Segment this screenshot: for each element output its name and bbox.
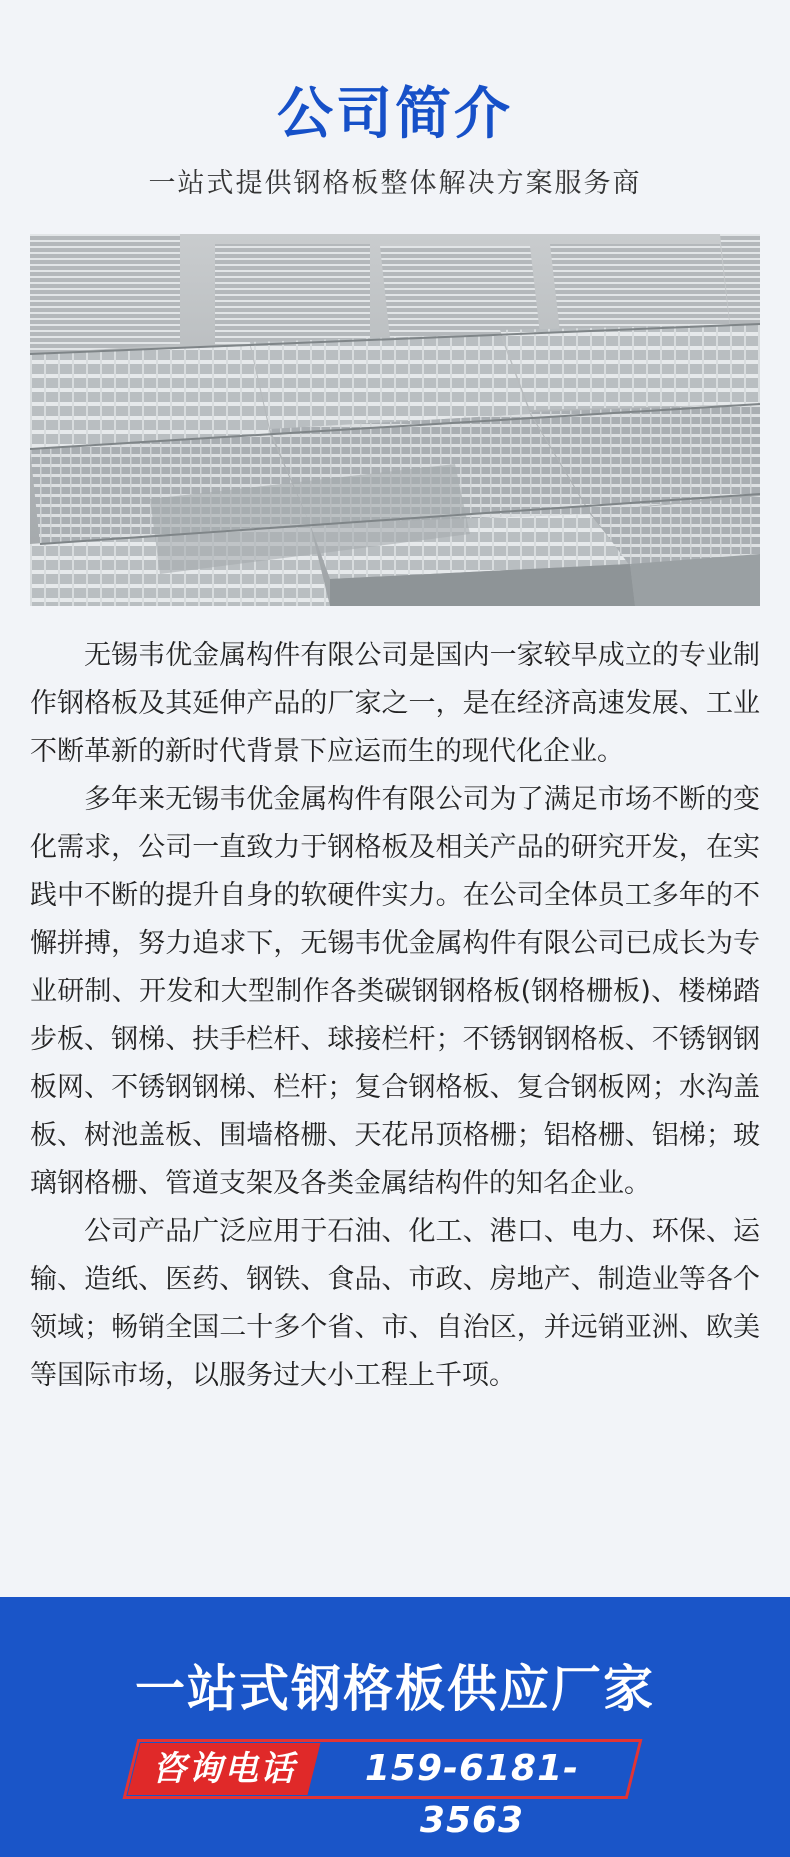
intro-paragraph-2: 多年来无锡韦优金属构件有限公司为了满足市场不断的变化需求，公司一直致力于钢格板及相关产品的研究开发，在实践中不断的提升自身的软硬件实力。在公司全体员工多年的不懈拼搏，努力追求下，无锡韦优金属构件有限公司已成长为专业研制、开发和大型制作各类碳钢钢格板(钢格栅板)、楼梯踏步板、钢梯、扶手栏杆、球接栏杆；不锈钢钢格板、不锈钢钢板网、不锈钢钢梯、栏杆；复合钢格板、复合钢板网；水沟盖板、树池盖板、围墙格栅、天花吊顶格栅；铝格栅、铝梯；玻璃钢格栅、管道支架及各类金属结构件的知名企业。	[30, 784, 760, 1199]
steel-grating-photo	[30, 234, 760, 606]
intro-paragraph-3: 公司产品广泛应用于石油、化工、港口、电力、环保、运输、造纸、医药、钢铁、食品、市政、房地产、制造业等各个领域；畅销全国二十多个省、市、自治区，并远销亚洲、欧美等国际市场，以服务过大小工程上千项。	[30, 1216, 760, 1391]
phone-number[interactable]: 159-6181-3563	[364, 1748, 580, 1841]
page-title: 公司简介	[277, 82, 513, 147]
contact-banner	[0, 1597, 790, 1857]
banner-title: 一站式钢格板供应厂家	[135, 1660, 655, 1718]
page-subtitle: 一站式提供钢格板整体解决方案服务商	[148, 168, 642, 199]
phone-bar[interactable]	[130, 1739, 635, 1841]
phone-label: 咨询电话	[152, 1749, 296, 1789]
intro-body	[30, 632, 760, 1400]
intro-paragraph-1: 无锡韦优金属构件有限公司是国内一家较早成立的专业制作钢格板及其延伸产品的厂家之一，是在经济高速发展、工业不断革新的新时代背景下应运而生的现代化企业。	[30, 640, 760, 767]
